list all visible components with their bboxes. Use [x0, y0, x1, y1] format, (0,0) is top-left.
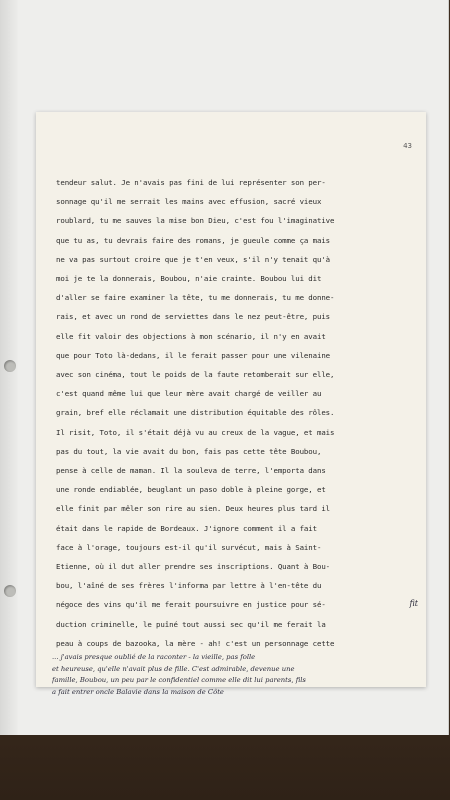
typed-line: peau à coups de bazooka, la mère - ah! c'est un personnage cette — [56, 638, 335, 648]
typed-line: elle finit par mêler son rire au sien. Deux heures plus tard il — [56, 504, 331, 514]
typed-line: pas du tout, la vie avait du bon, fais pas cette tête Boubou, — [56, 446, 322, 456]
typed-line: roublard, tu me sauves la mise bon Dieu, c'est fou l'imaginative — [56, 216, 335, 226]
typed-line: elle fit valoir des objections à mon scénario, il n'y en avait — [56, 331, 326, 341]
typed-line: négoce des vins qu'il me ferait poursuivre en justice pour sé- — [56, 600, 326, 610]
typed-line: bou, l'aîné de ses frères l'informa par lettre à l'en-tête du — [56, 581, 322, 591]
typed-line: sonnage qu'il me serrait les mains avec effusion, sacré vieux — [56, 197, 322, 207]
manuscript-page — [36, 112, 426, 696]
handwritten-line: famille, Boubou, un peu par le confidentiel comme elle dit lui parents, fils — [52, 676, 306, 684]
typed-line: c'est quand même lui que leur mère avait chargé de veiller au — [56, 389, 322, 399]
handwritten-line: ... j'avais presque oublié de la raconter - la vieille, pas folle — [52, 653, 256, 661]
typed-line: était dans le rapide de Bordeaux. J'ignore comment il a fait — [56, 523, 317, 533]
typed-line: Etienne, où il dut aller prendre ses inscriptions. Quant à Bou- — [56, 562, 331, 571]
typed-line: avec son cinéma, tout le poids de la faute retomberait sur elle, — [56, 370, 335, 379]
typed-line: face à l'orage, toujours est-il qu'il survécut, mais à Saint- — [56, 542, 322, 552]
handwritten-line: a fait entrer oncle Balavie dans la maison de Côte — [52, 687, 224, 696]
handwritten-line: et heureuse, qu'elle n'avait plus de fille. C'est admirable, devenue une — [52, 664, 295, 673]
page-number: 43 — [403, 142, 412, 150]
typed-line: ne va pas surtout croire que je t'en veux, s'il n'y tenait qu'à — [56, 254, 331, 264]
typed-line: d'aller se faire examiner la tête, tu me donnerais, tu me donne- — [56, 293, 335, 303]
typed-line: que tu as, tu devrais faire des romans, je gueule comme ça mais — [56, 235, 331, 245]
typed-line: Il risit, Toto, il s'était déjà vu au creux de la vague, et mais — [56, 427, 335, 437]
typed-line: une ronde endiablée, beuglant un paso doble à pleine gorge, et — [56, 485, 326, 495]
ring-hole — [4, 585, 16, 597]
typed-line: rais, et avec un rond de serviettes dans le nez peut-être, puis — [56, 312, 331, 322]
typed-line: moi je te la donnerais, Boubou, n'aie crainte. Boubou lui dit — [56, 274, 322, 283]
typed-line: pense à celle de maman. Il la souleva de terre, l'emporta dans — [56, 466, 326, 475]
typed-line: tendeur salut. Je n'avais pas fini de lui représenter son per- — [56, 178, 326, 187]
margin-annotation: fit — [409, 599, 418, 608]
typed-line: que pour Toto là-dedans, il le ferait passer pour une vilenaine — [56, 350, 331, 360]
typed-line: grain, bref elle réclamait une distribution équitable des rôles. — [56, 408, 335, 418]
ring-hole — [4, 360, 16, 372]
typed-line: duction criminelle, le puîné tout aussi sec qu'il me ferait la — [56, 619, 326, 629]
